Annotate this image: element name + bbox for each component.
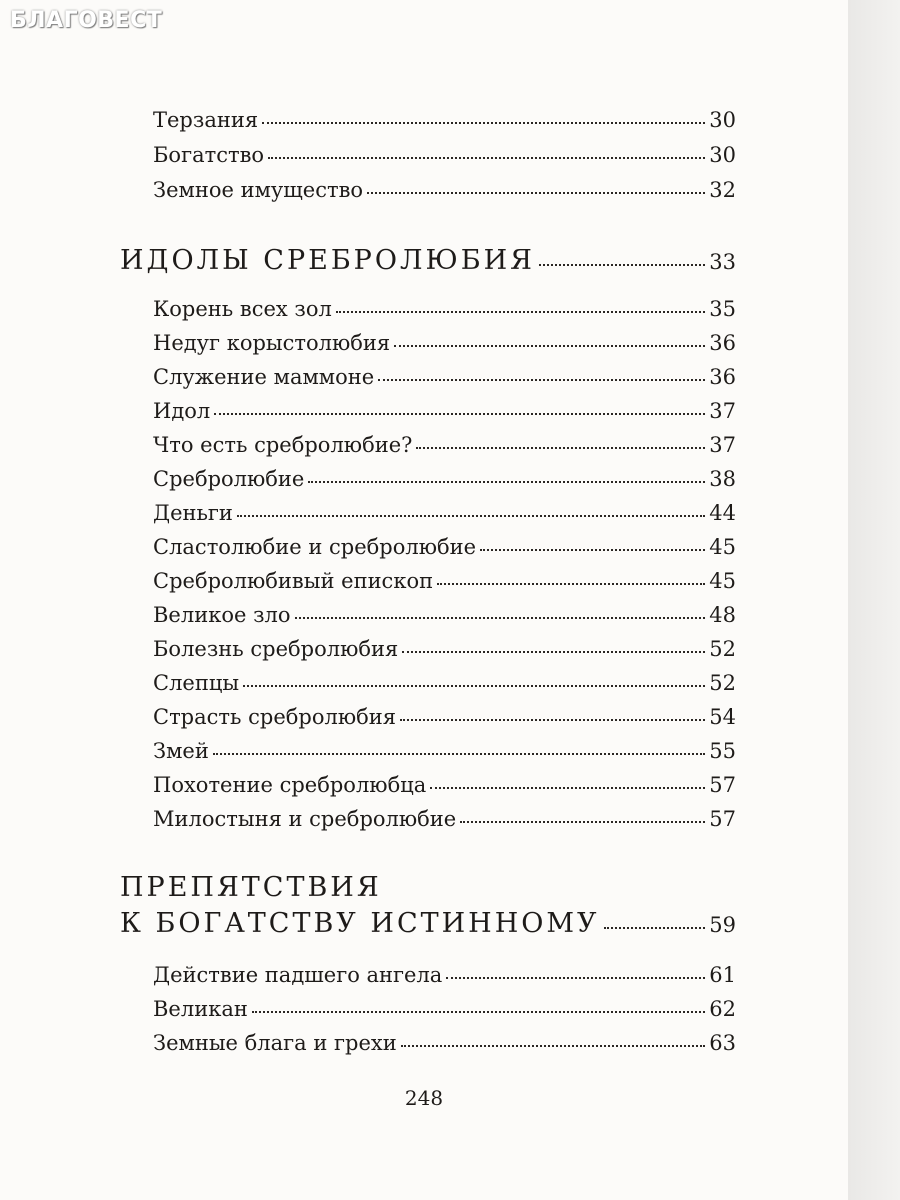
toc-entry-page: 35	[709, 297, 736, 321]
toc-entry-title: Страсть сребролюбия	[153, 705, 397, 729]
watermark-logo: БЛАГОВЕСТ	[10, 8, 163, 33]
toc-entry-page: 63	[709, 1031, 736, 1055]
toc-entry-title: Недуг корыстолюбия	[153, 331, 391, 355]
section-title: ИДОЛЫ СРЕБРОЛЮБИЯ	[120, 245, 535, 276]
toc-entry	[153, 143, 736, 167]
toc-entry-title: Милостыня и сребролюбие	[153, 807, 457, 831]
toc-entry-page: 57	[709, 773, 736, 797]
page-edge	[848, 0, 900, 1200]
toc-entry	[153, 773, 736, 797]
toc-entry	[153, 297, 736, 321]
toc-entry	[153, 467, 736, 491]
toc-entry	[153, 671, 736, 695]
toc-entry-title: Терзания	[153, 108, 259, 132]
toc-entry-page: 55	[709, 739, 736, 763]
toc-entry-title: Сребролюбивый епископ	[153, 569, 434, 593]
toc-entry-page: 44	[709, 501, 736, 525]
dot-leader	[378, 378, 705, 381]
toc-entry-page: 36	[709, 331, 736, 355]
toc-entry-title: Богатство	[153, 143, 265, 167]
toc-entry	[153, 108, 736, 132]
toc-section-heading	[120, 245, 736, 276]
toc-entry-page: 30	[709, 143, 736, 167]
toc-entry-page: 30	[709, 108, 736, 132]
toc-entry-page: 61	[709, 963, 736, 987]
dot-leader	[430, 786, 705, 789]
dot-leader	[243, 684, 705, 687]
toc-entry	[153, 178, 736, 202]
dot-leader	[336, 310, 705, 313]
toc-entry-page: 57	[709, 807, 736, 831]
toc-entry-page: 37	[709, 433, 736, 457]
section-page: 59	[709, 913, 736, 937]
toc-entry-page: 36	[709, 365, 736, 389]
toc-entry	[153, 365, 736, 389]
toc-entry-page: 52	[709, 671, 736, 695]
toc-entry-page: 45	[709, 569, 736, 593]
dot-leader	[400, 718, 705, 721]
toc-entry-page: 62	[709, 997, 736, 1021]
toc-entry-title: Великое зло	[153, 603, 291, 627]
section-title-line2: К БОГАТСТВУ ИСТИННОМУ	[120, 908, 600, 939]
toc-entry	[153, 433, 736, 457]
dot-leader	[604, 926, 706, 929]
toc-entry-title: Служение маммоне	[153, 365, 375, 389]
page-number: 248	[404, 1086, 444, 1110]
dot-leader	[214, 412, 705, 415]
toc-entry-page: 54	[709, 705, 736, 729]
toc-section-heading	[120, 908, 736, 939]
toc-entry-page: 38	[709, 467, 736, 491]
toc-entry	[153, 807, 736, 831]
toc-entry-title: Земное имущество	[153, 178, 364, 202]
dot-leader	[295, 616, 706, 619]
toc-entry	[153, 535, 736, 559]
dot-leader	[416, 446, 705, 449]
toc-entry-title: Идол	[153, 399, 211, 423]
toc-entry-title: Слепцы	[153, 671, 240, 695]
dot-leader	[460, 820, 705, 823]
dot-leader	[262, 121, 705, 124]
dot-leader	[252, 1010, 705, 1013]
toc-entry	[153, 637, 736, 661]
dot-leader	[367, 191, 705, 194]
toc-entry-title: Деньги	[153, 501, 233, 525]
toc-entry-title: Что есть сребролюбие?	[153, 433, 413, 457]
toc-entry-page: 48	[709, 603, 736, 627]
toc-entry-title: Корень всех зол	[153, 297, 332, 321]
toc-entry	[153, 739, 736, 763]
toc-entry-page: 37	[709, 399, 736, 423]
toc-entry	[153, 997, 736, 1021]
toc-entry	[153, 399, 736, 423]
toc-entry	[153, 603, 736, 627]
toc-entry	[153, 331, 736, 355]
toc-entry-title: Сластолюбие и сребролюбие	[153, 535, 477, 559]
toc-entry	[153, 963, 736, 987]
toc-entry	[153, 705, 736, 729]
dot-leader	[394, 344, 705, 347]
dot-leader	[308, 480, 705, 483]
section-title-line1: ПРЕПЯТСТВИЯ	[120, 872, 382, 903]
dot-leader	[401, 1044, 706, 1047]
toc-entry-title: Болезнь сребролюбия	[153, 637, 399, 661]
toc-entry	[153, 1031, 736, 1055]
toc-entry-title: Змей	[153, 739, 209, 763]
toc-entry-title: Похотение сребролюбца	[153, 773, 427, 797]
dot-leader	[539, 263, 705, 266]
toc-entry-title: Великан	[153, 997, 248, 1021]
toc-entry-page: 32	[709, 178, 736, 202]
toc-entry-title: Земные блага и грехи	[153, 1031, 397, 1055]
dot-leader	[446, 976, 705, 979]
dot-leader	[237, 514, 705, 517]
dot-leader	[437, 582, 705, 585]
toc-entry	[153, 501, 736, 525]
toc-entry-title: Действие падшего ангела	[153, 963, 443, 987]
toc-entry-title: Сребролюбие	[153, 467, 305, 491]
toc-entry-page: 45	[709, 535, 736, 559]
dot-leader	[480, 548, 705, 551]
dot-leader	[402, 650, 705, 653]
dot-leader	[268, 156, 705, 159]
dot-leader	[213, 752, 705, 755]
toc-entry-page: 52	[709, 637, 736, 661]
section-page: 33	[709, 250, 736, 274]
toc-entry	[153, 569, 736, 593]
